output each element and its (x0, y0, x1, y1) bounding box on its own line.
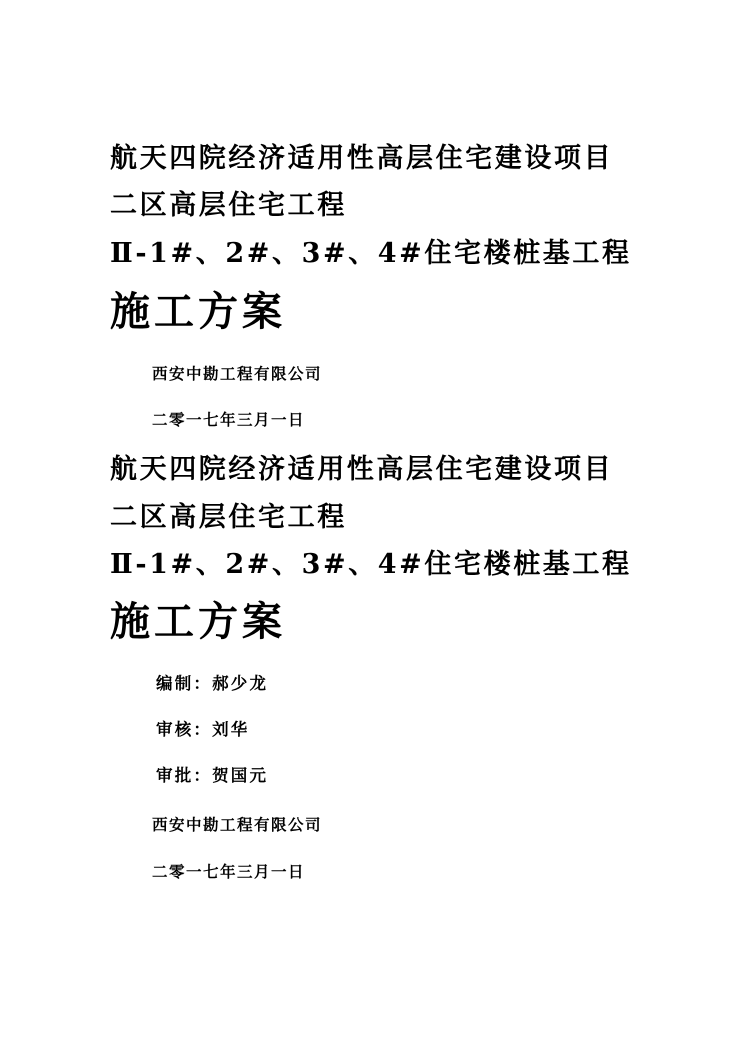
cover2-title-line3: Ⅱ-1#、2#、3#、4#住宅楼桩基工程 (110, 549, 632, 580)
cover2-company: 西安中勘工程有限公司 (152, 815, 323, 834)
cover2-title-main: 施工方案 (110, 598, 286, 645)
cover1-date: 二零一七年三月一日 (152, 410, 306, 429)
cover1-title-line2: 二区高层住宅工程 (110, 190, 347, 221)
cover1-title-main: 施工方案 (110, 288, 286, 335)
cover2-date: 二零一七年三月一日 (152, 862, 306, 881)
cover1-title-line3: Ⅱ-1#、2#、3#、4#住宅楼桩基工程 (110, 238, 632, 269)
cover2-title-line1: 航天四院经济适用性高层住宅建设项目 (110, 454, 614, 485)
cover2-reviewer: 审核：刘华 (156, 720, 250, 739)
cover1-title-line1: 航天四院经济适用性高层住宅建设项目 (110, 143, 614, 174)
cover2-title-line2: 二区高层住宅工程 (110, 502, 347, 533)
cover2-compiler: 编制：郝少龙 (156, 674, 269, 693)
cover2-approver: 审批：贺国元 (156, 766, 269, 785)
cover1-company: 西安中勘工程有限公司 (152, 364, 323, 383)
